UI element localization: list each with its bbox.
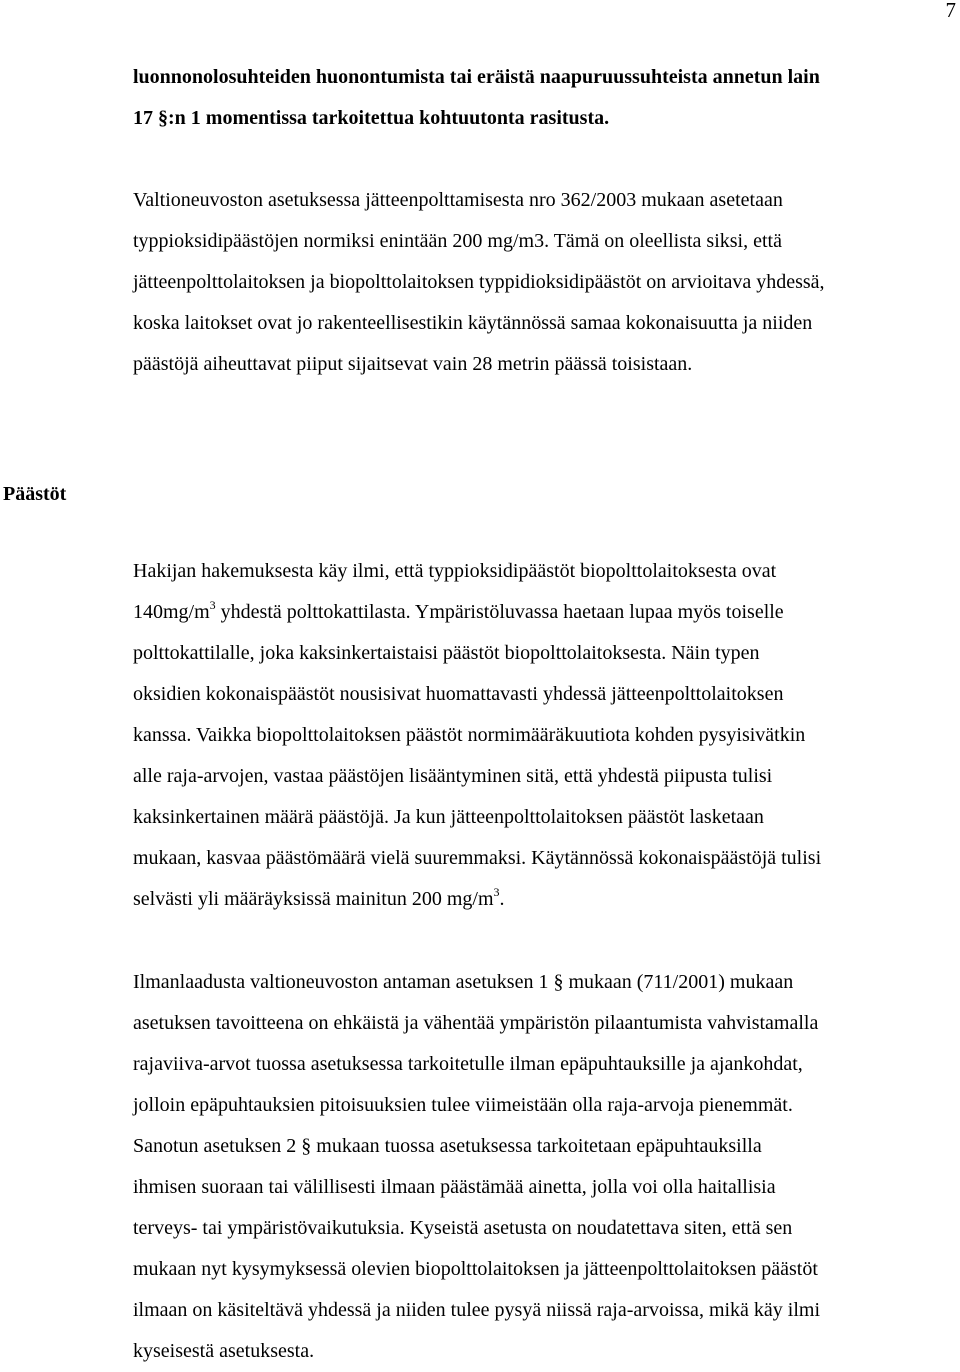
paragraph-3-text: selvästi yli määräyksissä mainitun 200 mg/m <box>133 888 494 910</box>
paragraph-4-line: Ilmanlaadusta valtioneuvoston antaman asetuksen 1 § mukaan (711/2001) mukaan <box>133 971 794 993</box>
paragraph-3-line <box>133 879 955 920</box>
paragraph-1-line: 17 §:n 1 momentissa tarkoitettua kohtuutonta rasitusta. <box>133 107 610 129</box>
paragraph-2 <box>133 180 955 385</box>
paragraph-4-line: kyseisestä asetuksesta. <box>133 1340 315 1362</box>
paragraph-3-text: yhdestä polttokattilasta. Ympäristöluvassa haetaan lupaa myös toiselle <box>215 601 784 623</box>
paragraph-4-line: ihmisen suoraan tai välillisesti ilmaan päästämää ainetta, jolla voi olla haitallisia <box>133 1176 776 1198</box>
paragraph-3 <box>133 551 955 920</box>
paragraph-3-line <box>133 592 955 633</box>
paragraph-3-line: kaksinkertainen määrä päästöjä. Ja kun jätteenpolttolaitoksen päästöt lasketaan <box>133 806 764 828</box>
page-number: 7 <box>945 0 956 22</box>
paragraph-2-line: koska laitokset ovat jo rakenteellisestikin käytännössä samaa kokonaisuutta ja niiden <box>133 312 813 334</box>
paragraph-4-line: Sanotun asetuksen 2 § mukaan tuossa asetuksessa tarkoitetaan epäpuhtauksilla <box>133 1135 762 1157</box>
superscript: 3 <box>209 598 216 612</box>
paragraph-3-line: alle raja-arvojen, vastaa päästöjen lisääntyminen sitä, että yhdestä piipusta tulisi <box>133 765 773 787</box>
paragraph-3-line: oksidien kokonaispäästöt nousisivat huomattavasti yhdessä jätteenpolttolaitoksen <box>133 683 784 705</box>
paragraph-3-line: Hakijan hakemuksesta käy ilmi, että typpioksidipäästöt biopolttolaitoksesta ovat <box>133 560 777 582</box>
paragraph-4 <box>133 962 955 1372</box>
paragraph-2-line: jätteenpolttolaitoksen ja biopolttolaitoksen typpidioksidipäästöt on arvioitava yhdessä, <box>133 271 825 293</box>
superscript: 3 <box>493 885 500 899</box>
paragraph-1 <box>133 57 955 139</box>
paragraph-4-line: asetuksen tavoitteena on ehkäistä ja vähentää ympäristön pilaantumista vahvistamalla <box>133 1012 819 1034</box>
paragraph-4-line: rajaviiva-arvot tuossa asetuksessa tarkoitetulle ilman epäpuhtauksille ja ajankohdat, <box>133 1053 803 1075</box>
paragraph-3-line: polttokattilalle, joka kaksinkertaistaisi päästöt biopolttolaitoksesta. Näin typen <box>133 642 760 664</box>
paragraph-4-line: mukaan nyt kysymyksessä olevien biopolttolaitoksen ja jätteenpolttolaitoksen päästöt <box>133 1258 818 1280</box>
paragraph-2-line: päästöjä aiheuttavat piiput sijaitsevat vain 28 metrin päässä toisistaan. <box>133 353 693 375</box>
paragraph-2-line: Valtioneuvoston asetuksessa jätteenpolttamisesta nro 362/2003 mukaan asetetaan <box>133 189 783 211</box>
paragraph-4-line: terveys- tai ympäristövaikutuksia. Kyseistä asetusta on noudatettava siten, että sen <box>133 1217 793 1239</box>
paragraph-3-line: kanssa. Vaikka biopolttolaitoksen päästöt normimääräkuutiota kohden pysyisivätkin <box>133 724 806 746</box>
paragraph-2-line: typpioksidipäästöjen normiksi enintään 200 mg/m3. Tämä on oleellista siksi, että <box>133 230 782 252</box>
paragraph-4-line: ilmaan on käsiteltävä yhdessä ja niiden tulee pysyä niissä raja-arvoissa, mikä käy ilmi <box>133 1299 821 1321</box>
paragraph-1-line: luonnonolosuhteiden huonontumista tai eräistä naapuruussuhteista annetun lain <box>133 66 820 88</box>
paragraph-3-text: 140mg/m <box>133 601 210 623</box>
paragraph-4-line: jolloin epäpuhtauksien pitoisuuksien tulee viimeistään olla raja-arvoja pienemmät. <box>133 1094 793 1116</box>
paragraph-3-line: mukaan, kasvaa päästömäärä vielä suuremmaksi. Käytännössä kokonaispäästöjä tulisi <box>133 847 822 869</box>
section-heading: Päästöt <box>3 483 67 505</box>
paragraph-3-text: . <box>499 888 505 910</box>
